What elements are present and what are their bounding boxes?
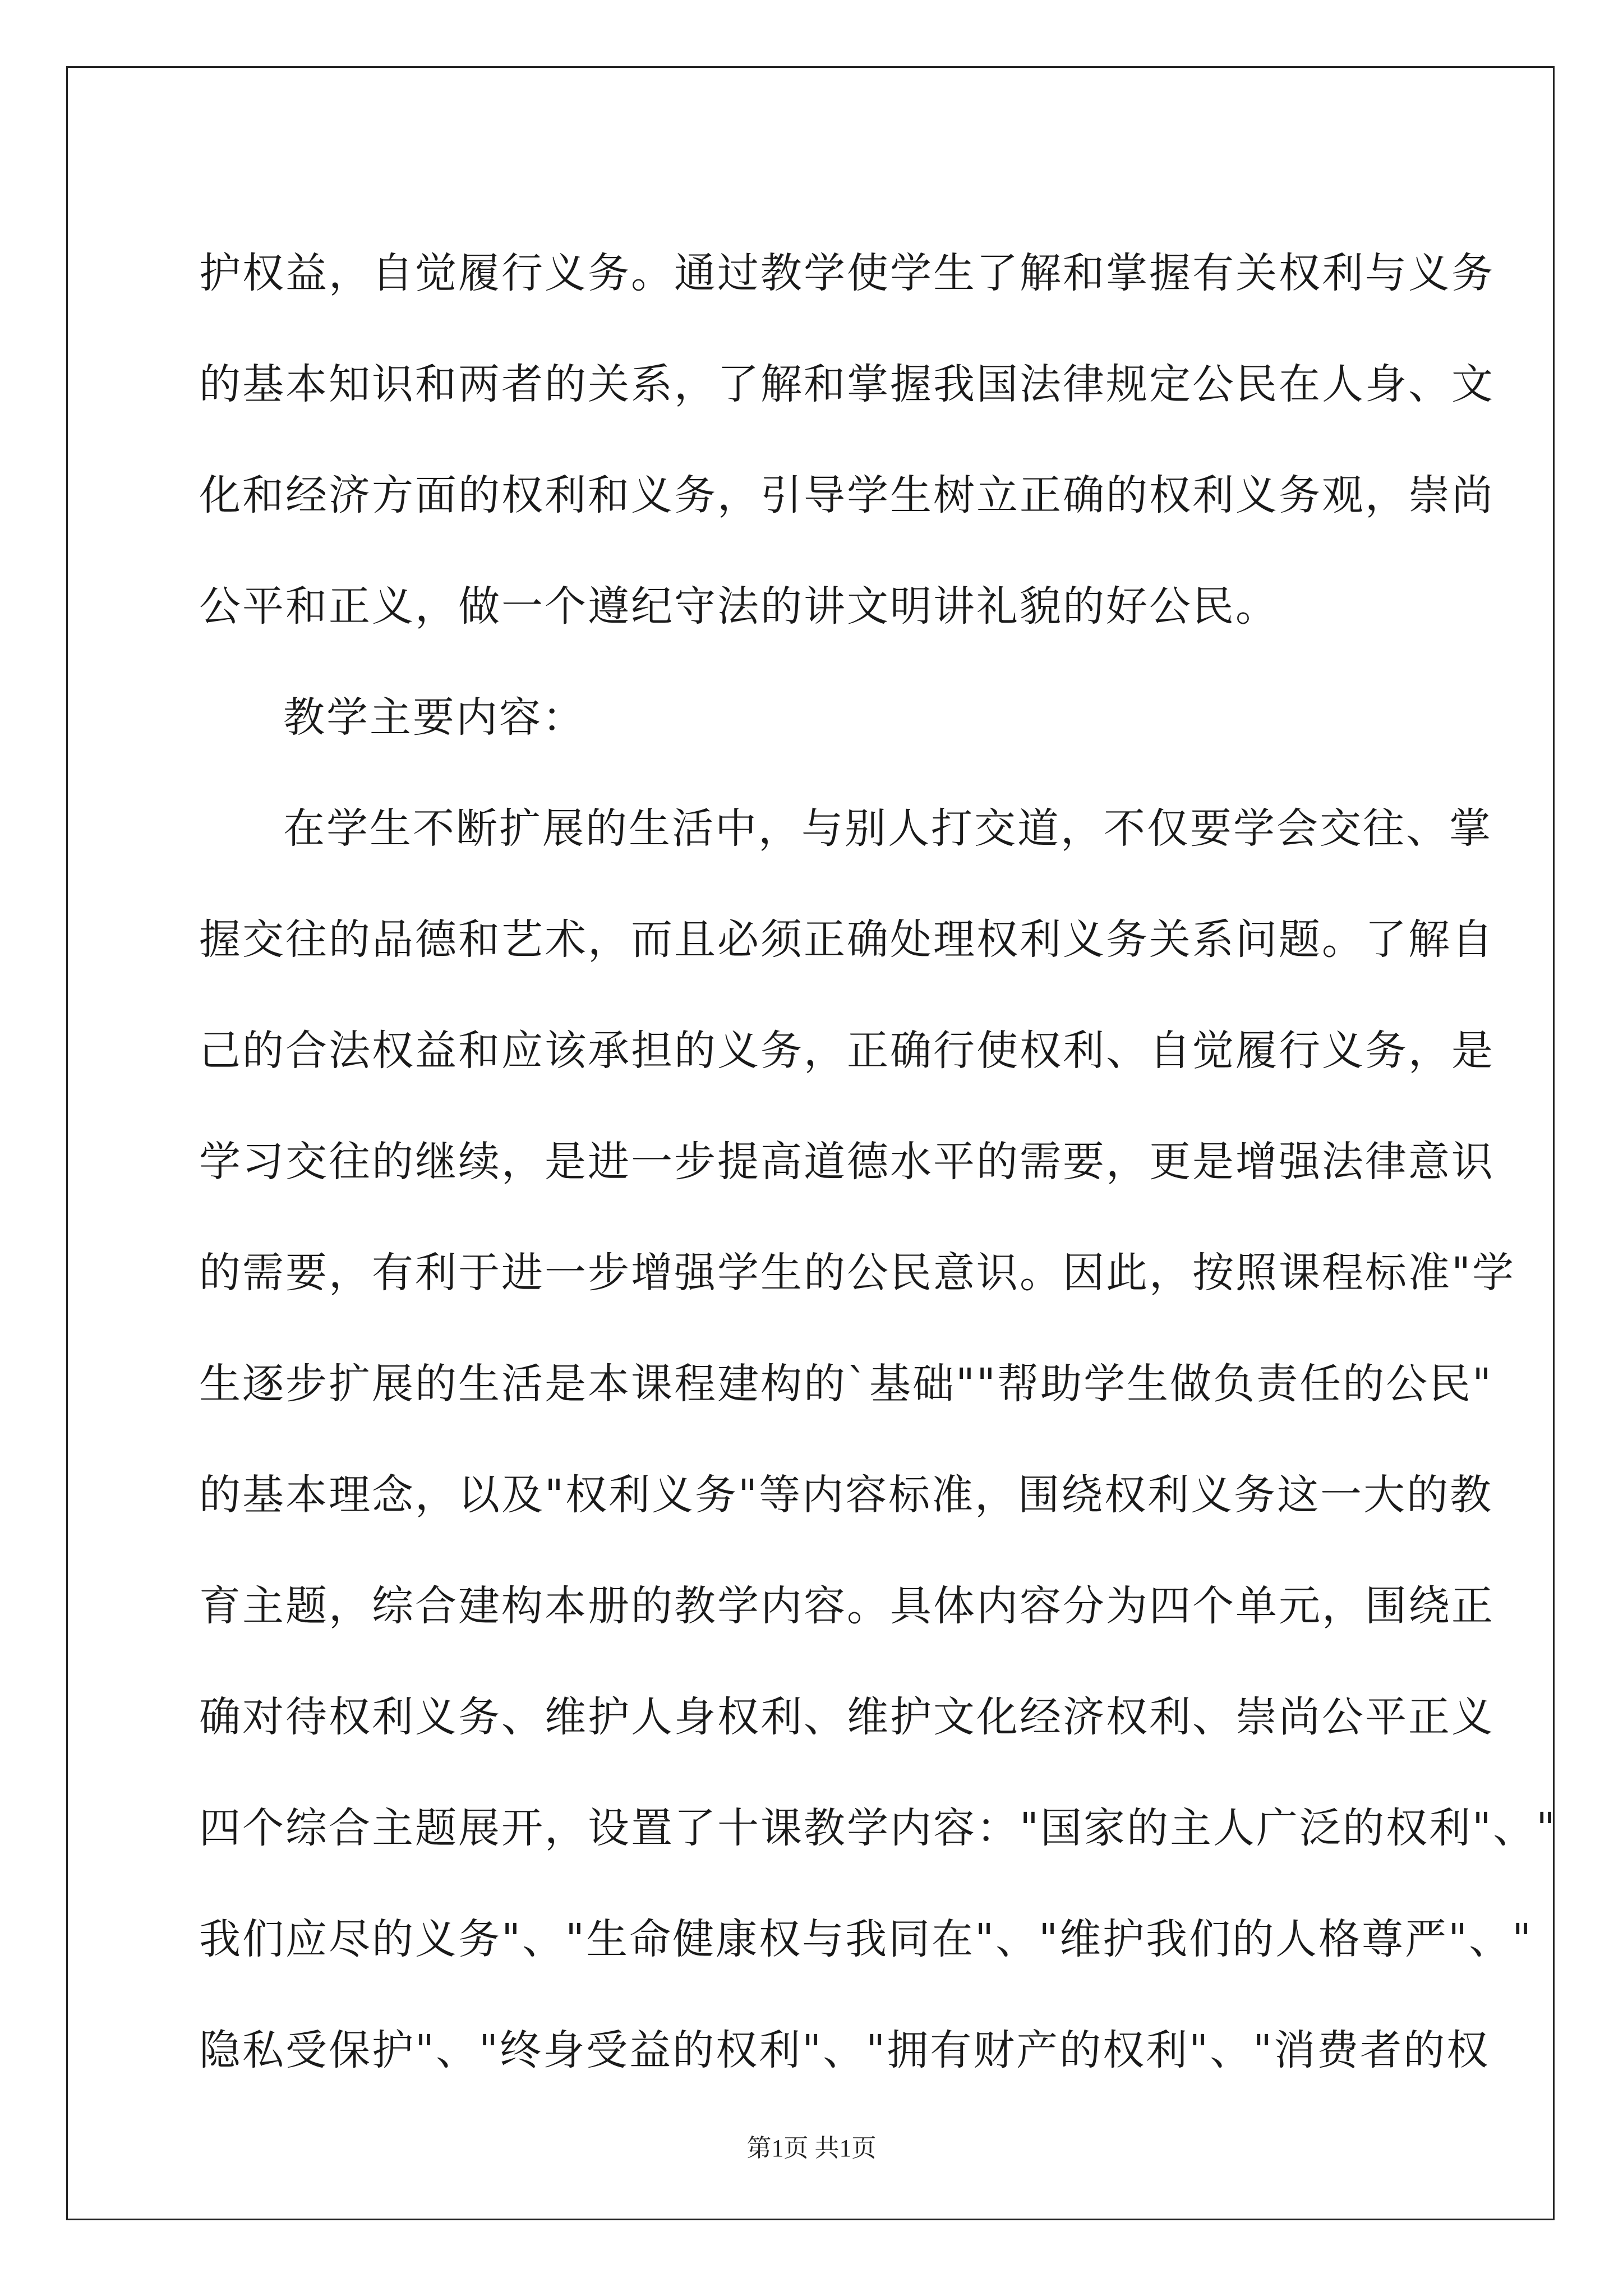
page-footer: 第1页 共1页 [746, 2134, 877, 2162]
text-line: 公平和正义，做一个遵纪守法的讲文明讲礼貌的好公民。 [199, 582, 1279, 631]
text-line: 隐私受保护"、"终身受益的权利"、"拥有财产的权利"、"消费者的权 [199, 2026, 1490, 2074]
text-line: 在学生不断扩展的生活中，与别人打交道，不仅要学会交往、掌 [283, 804, 1492, 853]
text-line: 化和经济方面的权利和义务，引导学生树立正确的权利义务观，崇尚 [199, 471, 1495, 519]
text-line: 护权益，自觉履行义务。通过教学使学生了解和掌握有关权利与义务 [199, 249, 1495, 297]
text-line: 的需要，有利于进一步增强学生的公民意识。因此，按照课程标准"学 [199, 1249, 1516, 1297]
text-line: 握交往的品德和艺术，而且必须正确处理权利义务关系问题。了解自 [199, 915, 1495, 964]
text-line: 的基本理念，以及"权利义务"等内容标准，围绕权利义务这一大的教 [199, 1471, 1493, 1519]
section-heading: 教学主要内容： [283, 693, 585, 742]
text-line: 确对待权利义务、维护人身权利、维护文化经济权利、崇尚公平正义 [199, 1693, 1495, 1741]
text-line: 生逐步扩展的生活是本课程建构的`基础""帮助学生做负责任的公民" [199, 1360, 1493, 1408]
text-line: 的基本知识和两者的关系，了解和掌握我国法律规定公民在人身、文 [199, 360, 1495, 408]
text-line: 育主题，综合建构本册的教学内容。具体内容分为四个单元，围绕正 [199, 1582, 1495, 1630]
text-line: 己的合法权益和应该承担的义务，正确行使权利、自觉履行义务，是 [199, 1027, 1495, 1075]
document-body [199, 218, 1557, 2106]
text-line: 学习交往的继续，是进一步提高道德水平的需要，更是增强法律意识 [199, 1138, 1495, 1186]
text-line: 四个综合主题展开，设置了十课教学内容："国家的主人广泛的权利"、" [199, 1804, 1557, 1852]
text-line: 我们应尽的义务"、"生命健康权与我同在"、"维护我们的人格尊严"、" [199, 1915, 1533, 1963]
